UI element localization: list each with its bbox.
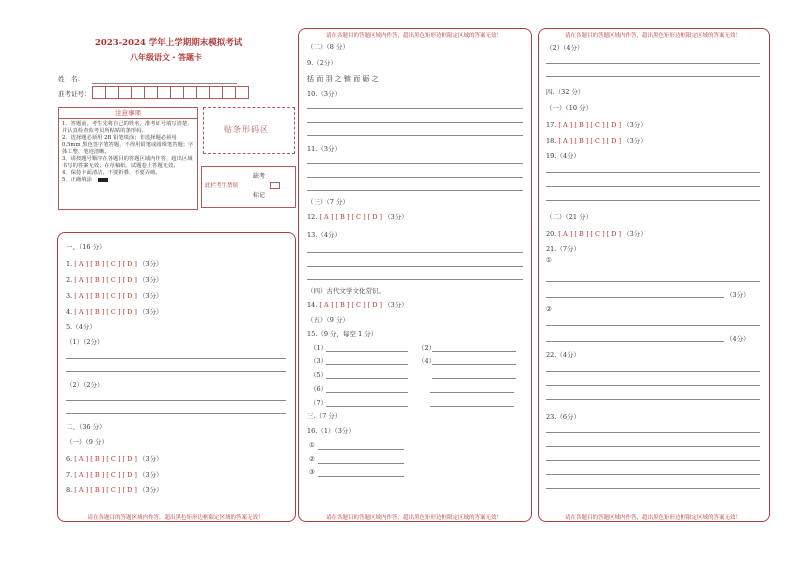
question-1[interactable]: 1. [ A ] [ B ] [ C ] [ D ] （3分） [66,260,163,268]
subsection-4-title: （四）古代文学文化常识。 [307,287,385,295]
question-9-text: 括 而 羽 之 镞 而 砺 之 [307,75,379,83]
blank-line[interactable] [432,351,516,352]
answer-line[interactable] [307,177,523,178]
answer-line[interactable] [546,200,760,201]
notice-item: 5．正确填涂 [62,177,194,184]
blank-label: （1） [310,344,328,352]
question-14[interactable]: 14. [ A ] [ B ] [ C ] [ D ] （3分） [307,301,408,309]
answer-line[interactable] [318,463,404,464]
id-boxes[interactable] [92,86,248,99]
question-5-1: （1）（2分） [66,338,104,346]
question-11: 11.（3分） [307,145,341,153]
answer-line[interactable] [546,385,760,386]
question-22: 22.（4分） [546,351,580,359]
question-9: 9.（2分） [307,59,337,67]
section-1-title: 一、（16 分） [66,243,106,251]
answer-line[interactable] [546,186,760,187]
blank-line[interactable] [326,364,408,365]
question-4[interactable]: 4. [ A ] [ B ] [ C ] [ D ] （3分） [66,308,163,316]
answer-line[interactable] [66,413,286,414]
absent-checkbox[interactable] [270,182,280,189]
answer-line[interactable] [546,297,724,298]
circle-label: ① [309,441,315,449]
warning-text: 请在各题目的答题区域内作答，超出黑色矩形边框限定区域的答案无效！ [325,515,502,521]
question-16: 16.（1）（3分） [307,427,355,435]
blank-line[interactable] [326,392,408,393]
blank-line[interactable] [430,392,514,393]
section-2-title: 二、（36 分） [66,423,106,431]
subsection-1-title: （一）（10 分） [546,104,593,112]
answer-line[interactable] [546,76,760,77]
filled-sample-mark [98,178,108,182]
circle-label: ② [309,455,315,463]
notice-item: 2．选择题必须用 2B 铅笔填涂；非选择题必须用 0.5mm 黑色签字笔答题，不得用铅笔或圆珠笔答题；字体工整、笔迹清晰。 [62,135,194,155]
answer-line[interactable] [307,279,523,280]
absent-note: 此栏考生禁填 [205,183,239,189]
warning-text: 请在各题目的答题区域内作答，超出黑色矩形边框限定区域的答案无效！ [564,515,741,521]
subsection-3-title: （三）（7 分） [307,198,349,206]
section-4-title: 四.（32 分） [546,88,585,96]
warning-text: 请在各题目的答题区域内作答，超出黑色矩形边框限定区域的答案无效！ [564,33,741,39]
name-field[interactable] [92,83,237,84]
question-12[interactable]: 12. [ A ] [ B ] [ C ] [ D ] （3分） [307,213,408,221]
answer-line[interactable] [66,371,286,372]
blank-line[interactable] [432,364,516,365]
answer-line[interactable] [307,122,523,123]
absent-mark-label: 标记 [253,192,266,199]
subsection-2-title: （二）（21 分） [546,213,593,221]
answer-line[interactable] [546,474,760,475]
blank-label: （4） [418,357,436,365]
score-label: （4分） [726,335,750,343]
question-8[interactable]: 8. [ A ] [ B ] [ C ] [ D ] （3分） [66,486,163,494]
name-label: 姓 名： [58,75,84,83]
subsection-5-title: （五）（9 分） [307,316,349,324]
question-19: 19.（4分） [546,152,580,160]
answer-panel-2 [298,28,532,522]
absent-label: 缺考 [253,173,266,180]
blank-label: （2） [418,344,436,352]
answer-line[interactable] [307,108,523,109]
subsection-1-title: （一）（9 分） [66,438,108,446]
section-3-title: 三.（7 分） [307,412,342,420]
notice-item: 3．请按题号顺序在各题目的答题区域内作答，超出区域书写的答案无效；在草稿纸、试题卷上答题无效。 [62,156,193,169]
notice-item: 1．答题前，考生先将自己的姓名，准考证号填写清楚，并认真检查监考员所粘贴的条形码。 [62,121,193,134]
question-6[interactable]: 6. [ A ] [ B ] [ C ] [ D ] （3分） [66,455,163,463]
answer-line[interactable] [546,399,760,400]
blank-line[interactable] [430,406,514,407]
question-3[interactable]: 3. [ A ] [ B ] [ C ] [ D ] （3分） [66,292,163,300]
answer-line[interactable] [66,400,286,401]
question-16-2: （2）（4分） [546,44,584,52]
circle-label: ② [546,305,552,313]
answer-line[interactable] [307,252,523,253]
notice-item: 4．保持卡面清洁，不要折叠、不要弄破。 [62,170,161,176]
blank-label: （3） [310,357,328,365]
answer-line[interactable] [318,449,404,450]
subsection-2-title: （二）（8 分） [307,43,349,51]
question-2[interactable]: 2. [ A ] [ B ] [ C ] [ D ] （3分） [66,276,163,284]
question-23: 23.（6分） [546,413,580,421]
question-20[interactable]: 20. [ A ] [ B ] [ C ] [ D ] （3分） [546,230,647,238]
answer-line[interactable] [546,432,760,433]
answer-line[interactable] [546,488,760,489]
question-5: 5.（4分） [66,323,96,331]
answer-line[interactable] [546,325,760,326]
answer-line[interactable] [307,163,523,164]
question-13: 13.（4分） [307,231,341,239]
answer-line[interactable] [307,266,523,267]
question-5-2: （2）（2分） [66,381,104,389]
exam-title: 2023-2024 学年上学期期末模拟考试 [95,38,243,48]
question-15: 15.（9 分，每空 1 分） [307,330,378,338]
blank-line[interactable] [326,351,408,352]
circle-label: ① [546,256,552,264]
notice-title: 注意事项 [59,108,197,119]
answer-line[interactable] [546,172,760,173]
blank-label: （5） [310,371,328,379]
question-10: 10.（3分） [307,90,341,98]
answer-line[interactable] [546,371,760,372]
circle-label: ③ [309,468,315,476]
answer-line[interactable] [546,63,760,64]
answer-line[interactable] [546,460,760,461]
answer-line[interactable] [546,281,760,282]
answer-line[interactable] [318,476,404,477]
answer-line[interactable] [66,358,286,359]
id-label: 准考证号： [58,90,91,98]
blank-label: （7） [310,399,328,407]
answer-line[interactable] [546,341,724,342]
barcode-label: 贴条形码区 [224,125,269,134]
answer-line[interactable] [546,446,760,447]
exam-subtitle: 八年级语文・答题卡 [130,52,202,62]
notice-box [58,107,198,210]
blank-label: （6） [310,385,328,393]
score-label: （3分） [726,291,750,299]
question-7[interactable]: 7. [ A ] [ B ] [ C ] [ D ] （3分） [66,471,163,479]
blank-line[interactable] [432,378,516,379]
blank-line[interactable] [326,406,408,407]
warning-text: 请在各题目的答题区域内作答，超出黑色矩形边框限定区域的答案无效！ [325,33,502,39]
question-17[interactable]: 17. [ A ] [ B ] [ C ] [ D ] （3分） [546,121,647,129]
answer-line[interactable] [307,190,523,191]
warning-text: 请在各题目的答题区域内作答，超出黑色矩形边框限定区域的答案无效！ [87,515,264,521]
blank-line[interactable] [326,378,408,379]
question-21: 21.（7分） [546,245,580,253]
question-18[interactable]: 18. [ A ] [ B ] [ C ] [ D ] （3分） [546,137,647,145]
answer-line[interactable] [307,135,523,136]
